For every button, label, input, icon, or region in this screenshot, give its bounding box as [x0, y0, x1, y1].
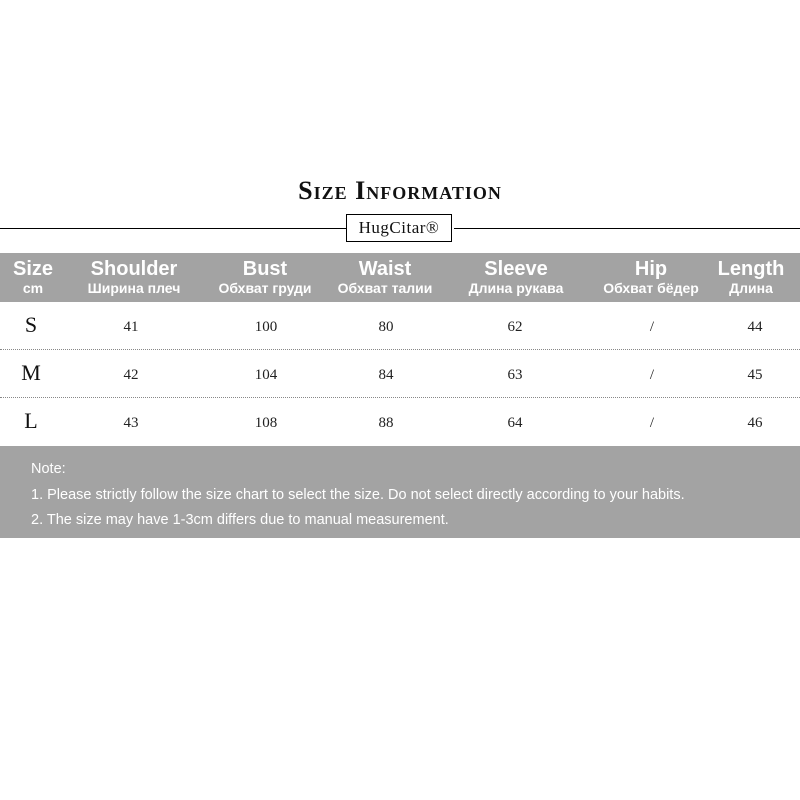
- header-sleeve: [469, 253, 564, 302]
- header-bust: [218, 253, 311, 302]
- title-rule-right: [454, 228, 800, 229]
- row-bust: 108: [254, 415, 278, 431]
- row-size: S: [24, 312, 38, 337]
- header-hip-label: Hip: [634, 258, 668, 280]
- row-sleeve: 62: [507, 319, 523, 335]
- row-shoulder: 42: [123, 367, 139, 383]
- table-row-m: [0, 350, 800, 397]
- row-shoulder: 43: [123, 415, 139, 431]
- header-shoulder: [88, 253, 181, 302]
- header-length: [718, 253, 785, 302]
- table-row-l: [0, 398, 800, 445]
- row-hip: /: [649, 367, 655, 383]
- brand-logo: HugCitar®: [346, 214, 452, 242]
- notes-label: Note:: [31, 461, 66, 477]
- page-title: Size Information: [298, 176, 502, 205]
- header-length-ru: Длина: [729, 280, 773, 296]
- header-waist-ru: Обхват талии: [337, 280, 433, 296]
- note-line-2: 2. The size may have 1-3cm differs due to manual measurement.: [31, 512, 449, 528]
- size-table-header: [0, 253, 800, 302]
- row-sleeve: 64: [507, 415, 523, 431]
- header-length-label: Length: [717, 258, 785, 280]
- row-length: 45: [747, 367, 763, 383]
- header-size: [13, 253, 53, 302]
- title-rule-left: [0, 228, 346, 229]
- row-size: L: [24, 408, 38, 433]
- note-line-1: 1. Please strictly follow the size chart to select the size. Do not select directly according to your habits.: [31, 487, 685, 503]
- header-bust-ru: Обхват груди: [218, 280, 312, 296]
- row-bust: 104: [254, 367, 278, 383]
- header-size-unit: cm: [22, 280, 44, 296]
- row-hip: /: [649, 415, 655, 431]
- header-sleeve-ru: Длина рукава: [468, 280, 564, 296]
- row-waist: 84: [378, 367, 394, 383]
- row-sleeve: 63: [507, 367, 523, 383]
- header-hip: [603, 253, 699, 302]
- header-waist: [338, 253, 433, 302]
- header-bust-label: Bust: [242, 258, 288, 280]
- header-sleeve-label: Sleeve: [484, 258, 548, 280]
- table-row-s: [0, 302, 800, 349]
- row-waist: 88: [378, 415, 394, 431]
- row-waist: 80: [378, 319, 394, 335]
- row-hip: /: [649, 319, 655, 335]
- row-length: 44: [747, 319, 763, 335]
- header-size-label: Size: [12, 258, 54, 280]
- row-length: 46: [747, 415, 763, 431]
- header-shoulder-label: Shoulder: [90, 258, 178, 280]
- header-shoulder-ru: Ширина плеч: [87, 280, 181, 296]
- header-waist-label: Waist: [358, 258, 412, 280]
- row-size: M: [21, 360, 41, 385]
- notes-panel: [0, 446, 800, 538]
- row-bust: 100: [254, 319, 278, 335]
- header-hip-ru: Обхват бёдер: [603, 280, 699, 296]
- row-shoulder: 41: [123, 319, 139, 335]
